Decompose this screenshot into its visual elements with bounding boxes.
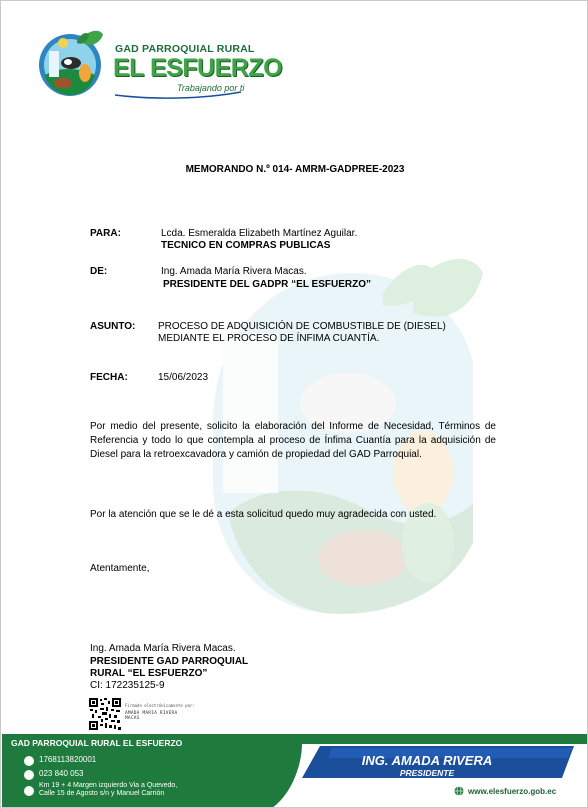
fecha-value: 15/06/2023 [158, 372, 209, 383]
qr-signer-name-line1: AMADA MARIA RIVERA [125, 711, 178, 716]
footer-phone: 023 840 053 [39, 769, 84, 778]
body-paragraph: Por medio del presente, solicito la elaboración del Informe de Necesidad, Términos de Referencia y todo lo que contempla al proceso de Ínfima Cuantía para la adquisición de Diesel para la retroexcavadora y camión de propiedad del GAD Parroquial. [90, 421, 496, 461]
location-icon [24, 786, 34, 796]
org-name-line2: EL ESFUERZO [113, 54, 283, 82]
globe-icon [454, 786, 464, 796]
qr-code-icon[interactable] [89, 698, 121, 730]
footer-website-link[interactable]: www.elesfuerzo.gob.ec [468, 787, 557, 796]
footer-address-line2: Calle 15 de Agosto s/n y Manuel Carrión [39, 790, 165, 797]
de-name: Ing. Amada María Rivera Macas. [161, 266, 307, 277]
asunto-line2: MEDIANTE EL PROCESO DE ÍNFIMA CUANTÍA. [158, 333, 380, 344]
footer-president-title: PRESIDENTE [399, 768, 455, 778]
footer-president-name: ING. AMADA RIVERA [361, 753, 493, 768]
qr-signer-name [125, 711, 177, 721]
slogan: Trabajando por ti [177, 83, 245, 93]
footer [2, 734, 588, 808]
fecha-label: FECHA: [90, 372, 128, 383]
signature-title-line2: RURAL “EL ESFUERZO” [90, 668, 208, 679]
qr-label: Firmado electrónicamente por: [125, 703, 195, 708]
salutation: Atentamente, [90, 563, 150, 574]
de-label: DE: [90, 266, 108, 277]
footer-address-line1: Km 19 + 4 Margen izquierdo Via a Quevedo, [39, 782, 178, 789]
ruc-icon [24, 756, 34, 766]
de-role: PRESIDENTE DEL GADPR “EL ESFUERZO” [163, 279, 371, 290]
footer-org: GAD PARROQUIAL RURAL EL ESFUERZO [11, 738, 183, 748]
closing-paragraph: Por la atención que se le dé a esta solicitud quedo muy agradecida con usted. [90, 509, 437, 520]
memo-title: MEMORANDO N.º 014- AMRM-GADPREE-2023 [185, 164, 405, 175]
asunto-line1: PROCESO DE ADQUISICIÓN DE COMBUSTIBLE DE (DIESEL) [158, 321, 446, 332]
para-label: PARA: [90, 228, 121, 239]
logo-emblem-icon [33, 25, 107, 99]
signature-name: Ing. Amada María Rivera Macas. [90, 643, 236, 654]
org-name-line1: GAD PARROQUIAL RURAL [115, 43, 255, 55]
signature-title-line1: PRESIDENTE GAD PARROQUIAL [90, 656, 249, 667]
para-name: Lcda. Esmeralda Elizabeth Martínez Aguilar. [161, 228, 358, 239]
footer-ruc: 1768113820001 [39, 755, 97, 764]
signature-ci: CI: 172235125-9 [90, 680, 165, 691]
asunto-label: ASUNTO: [90, 321, 136, 332]
phone-icon [24, 770, 34, 780]
para-role: TECNICO EN COMPRAS PUBLICAS [161, 240, 331, 251]
qr-signer-name-line2: MACAS [125, 716, 140, 721]
